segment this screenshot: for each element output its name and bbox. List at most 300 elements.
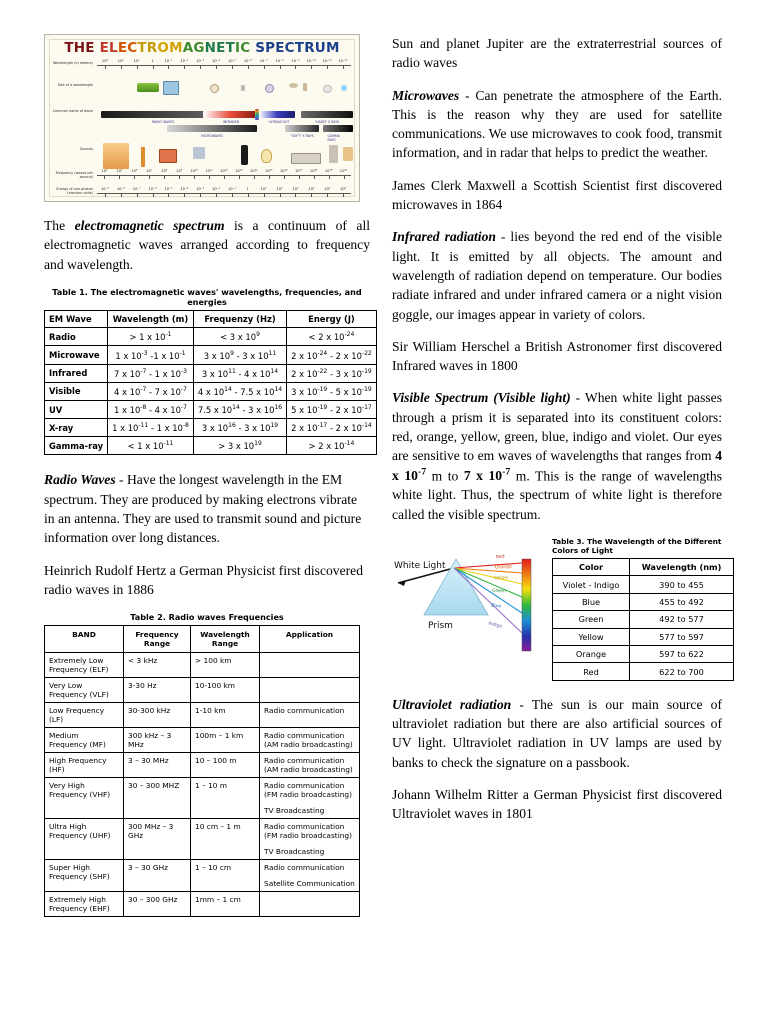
table1-header-frequency: Frequenzy (Hz) (193, 310, 286, 327)
size-icon-water-molecule (341, 85, 347, 91)
table2-cell-frequency: < 3 kHz (124, 653, 191, 678)
wavelength-axis-tick (200, 66, 201, 69)
table-row (553, 593, 734, 610)
table2-radio-frequencies (44, 625, 360, 917)
wave-bar-label-infrared: INFRARED (222, 120, 240, 124)
energy-axis-tick-label: 10⁴ (308, 187, 315, 191)
table-row (45, 892, 360, 917)
ray-label-red: Red (495, 554, 505, 561)
source-icon-people (241, 145, 248, 165)
ray-label-yellow: Yellow (493, 575, 509, 582)
frequency-axis-tick (149, 176, 150, 179)
wave-bar-label-ultraviolet: ULTRAVIOLET (268, 120, 290, 124)
frequency-axis-tick (314, 176, 315, 179)
frequency-axis-tick-label: 10¹³ (235, 169, 243, 173)
frequency-axis-tick-label: 10¹² (220, 169, 228, 173)
frequency-axis-tick-label: 10²⁰ (339, 169, 348, 173)
table-row (45, 400, 377, 418)
energy-axis-tick (153, 194, 154, 197)
table2-cell-band: Extremely High Frequency (EHF) (45, 892, 124, 917)
table1-cell-energy: 5 x $10^{-19} - 2$ x $10^{-17}$ (287, 400, 377, 418)
wave-bar-hard-xrays (301, 111, 353, 118)
energy-axis-tick-label: 10³ (292, 187, 299, 191)
energy-axis-tick (184, 194, 185, 197)
figure-row-label-energy: Energy of one photon (electron volts) (56, 187, 93, 196)
frequency-axis-tick (194, 176, 195, 179)
intro-post: is a continuum of all electromagnetic waves arranged according to frequency and wavelength. (44, 218, 371, 272)
table3-caption: Table 3. The Wavelength of the Different Colors of Light (552, 537, 722, 556)
prism-label: Prism (428, 621, 453, 632)
table1-cell-energy: 3 x $10^{-19} - 5$ x $10^{-19}$ (287, 382, 377, 400)
wavelength-axis-tick (280, 66, 281, 69)
energy-axis-tick (311, 194, 312, 197)
table2-cell-application (260, 678, 360, 703)
table2-cell-application: Radio communication (260, 703, 360, 728)
figure-wavelength-axis (97, 59, 351, 75)
frequency-axis-tick (254, 176, 255, 179)
table3-cell-wavelength: 390 to 455 (630, 576, 734, 593)
frequency-axis-tick (209, 176, 210, 179)
energy-axis-tick (343, 194, 344, 197)
energy-axis-tick-label: 10⁻¹ (227, 187, 236, 191)
size-icon-protein (323, 85, 332, 93)
energy-axis-tick-label: 10⁻⁷ (132, 187, 141, 191)
table2-cell-wavelength: 1mm – 1 cm (191, 892, 260, 917)
wavelength-axis-tick-label: 10⁻⁷ (259, 59, 268, 63)
size-icon-house (163, 81, 179, 95)
frequency-axis-tick-label: 10⁶ (131, 169, 138, 173)
energy-axis-tick-label: 1 (246, 187, 249, 191)
table1-cell-wave: UV (45, 400, 108, 418)
source-icon-radioactive-elements (343, 147, 353, 161)
infrared-emphasis: Infrared radiation (392, 229, 496, 245)
energy-axis-tick-label: 10⁻⁸ (116, 187, 125, 191)
table-row (45, 437, 377, 455)
wavelength-axis-tick-label: 10⁻¹⁰ (306, 59, 316, 63)
table3-cell-wavelength: 492 to 577 (630, 611, 734, 628)
energy-axis-tick (105, 194, 106, 197)
intro-pre: The (44, 218, 75, 233)
ray-label-blue: Blue (490, 603, 502, 610)
table1-caption: Table 1. The electromagnetic waves' wavelengths, frequencies, and energies (52, 286, 362, 307)
frequency-axis-tick-label: 10¹⁴ (250, 169, 258, 173)
table-row (45, 364, 377, 382)
energy-axis-tick-label: 10⁻⁴ (180, 187, 189, 191)
frequency-axis-tick (269, 176, 270, 179)
wavelength-axis-tick (295, 66, 296, 69)
energy-axis-tick-label: 10⁻² (212, 187, 221, 191)
table1-cell-wavelength: 1 x $10^{-8} - 4$ x $10^{-7}$ (108, 400, 194, 418)
table1-cell-energy: 2 x $10^{-17} - 2$ x $10^{-14}$ (287, 419, 377, 437)
frequency-axis-tick (104, 176, 105, 179)
table1-cell-frequency: 4 x $10^{14} - 7.5$ x $10^{14}$ (193, 382, 286, 400)
table-row (45, 860, 360, 892)
table-row (45, 653, 360, 678)
wavelength-axis-tick (184, 66, 185, 69)
table-row (45, 819, 360, 860)
table-row (553, 645, 734, 662)
spectrum-bar (522, 559, 531, 651)
frequency-axis-tick-label: 10⁹ (176, 169, 183, 173)
table2-cell-wavelength: > 100 km (191, 653, 260, 678)
table3-cell-wavelength: 597 to 622 (630, 645, 734, 662)
source-icon-tv (141, 147, 145, 167)
white-light-label (394, 561, 446, 571)
prism-and-table3-row (392, 537, 722, 681)
table2-cell-application: Radio communication (FM radio broadcasting) TV Broadcasting (260, 778, 360, 819)
wavelength-axis-tick-label: 10⁻¹ (164, 59, 173, 63)
table1-cell-wavelength: > 1 x $10^{-1}$ (108, 328, 194, 346)
wave-bar-gamma-rays (323, 125, 353, 132)
figure-row-label-common-name: Common name of wave (52, 109, 93, 113)
table2-cell-band: High Frequency (HF) (45, 753, 124, 778)
ray-label-green: Green (491, 588, 507, 595)
energy-axis-tick (248, 194, 249, 197)
infrared-body: - lies beyond the red end of the visible light. It is emitted by all objects. The amount and wavelength of radiation depend on temperature. Our bodies radiate infrared and under infrared camera or a night vision goggle, our images appear in variety of colors. (392, 229, 722, 322)
size-icon-cell (265, 84, 274, 93)
table-row (553, 628, 734, 645)
microwaves-emphasis: Microwaves (392, 87, 460, 103)
table-row (553, 663, 734, 680)
table1-em-waves (44, 310, 377, 456)
table1-cell-wavelength: 4 x $10^{-7} - 7$ x $10^{-7}$ (108, 382, 194, 400)
table3-cell-color: Green (553, 611, 630, 628)
radio-waves-paragraph (44, 470, 370, 547)
frequency-axis-tick (284, 176, 285, 179)
table-row (553, 576, 734, 593)
frequency-axis-tick (299, 176, 300, 179)
table2-cell-band: Very Low Frequency (VLF) (45, 678, 124, 703)
table1-header-emwave: EM Wave (45, 310, 108, 327)
wavelength-axis-tick-label: 10³ (101, 59, 108, 63)
microwaves-paragraph (392, 86, 722, 163)
table-row (45, 346, 377, 364)
frequency-axis-tick (329, 176, 330, 179)
frequency-axis-tick-label: 10¹⁵ (265, 169, 273, 173)
table2-cell-wavelength: 100m – 1 km (191, 728, 260, 753)
wavelength-axis-tick-label: 10⁻³ (196, 59, 205, 63)
energy-axis-tick-label: 10⁻⁹ (100, 187, 109, 191)
frequency-axis-tick-label: 10⁷ (146, 169, 153, 173)
table1-cell-frequency: 7.5 x $10^{14} - 3$ x $10^{16}$ (193, 400, 286, 418)
table-row (45, 328, 377, 346)
wavelength-axis-tick-label: 10⁻⁶ (243, 59, 252, 63)
table2-cell-frequency: 30 – 300 MHZ (124, 778, 191, 819)
table1-cell-frequency: 3 x $10^{11} - 4$ x $10^{14}$ (193, 364, 286, 382)
frequency-axis-tick (134, 176, 135, 179)
figure-energy-axis (97, 187, 351, 202)
table-row (45, 678, 360, 703)
table-row (553, 611, 734, 628)
table2-cell-band: Ultra High Frequency (UHF) (45, 819, 124, 860)
visible-math-2 (464, 468, 510, 483)
wave-bar-infrared (203, 111, 257, 118)
table1-cell-wave: X-ray (45, 419, 108, 437)
visible-math-1-exponent: -7 (417, 466, 427, 478)
energy-axis-tick-label: 10⁵ (324, 187, 331, 191)
wavelength-axis-tick (105, 66, 106, 69)
table2-cell-wavelength: 1 – 10 m (191, 778, 260, 819)
radio-waves-body: - Have the longest wavelength in the EM spectrum. They are produced by making electrons vibrate in an antenna. They are used to transmit sound and picture information over long distances. (44, 472, 362, 546)
frequency-axis-tick-label: 10¹⁹ (324, 169, 333, 173)
table3-cell-color: Orange (553, 645, 630, 662)
table1-cell-wave: Infrared (45, 364, 108, 382)
source-icon-the-als (291, 153, 321, 164)
figure-row-label-size: Size of a wavelength (57, 83, 93, 87)
wave-bar-label-gamma-rays: GAMMA RAYS (327, 134, 340, 142)
table1-cell-energy: 2 x $10^{-22} - 3$ x $10^{-19}$ (287, 364, 377, 382)
energy-axis-tick (216, 194, 217, 197)
source-icon-xray-machine (329, 145, 338, 163)
energy-axis-tick (121, 194, 122, 197)
figure-row-label-sources: Sources (79, 147, 93, 151)
visible-math-2-mantissa: 7 x 10 (463, 468, 503, 484)
table-row (45, 382, 377, 400)
table-row (45, 703, 360, 728)
wavelength-axis-tick (137, 66, 138, 69)
table3-cell-color: Violet - Indigo (553, 576, 630, 593)
table1-cell-wavelength: 7 x $10^{-7} - 1$ x $10^{-3}$ (108, 364, 194, 382)
table2-cell-wavelength: 10-100 km (191, 678, 260, 703)
table1-cell-energy: > 2 x $10^{-14}$ (287, 437, 377, 455)
wave-bar-label-visible: VISIBLE (255, 109, 259, 120)
table2-header-wavelength: Wavelength Range (191, 626, 260, 653)
ultraviolet-body: - The sun is our main source of ultraviolet radiation but there are also artificial sources of UV light. Ultraviolet radiation in UV lamps are used by banks to check the signature on a passbook. (392, 696, 722, 770)
wavelength-axis-tick-label: 10⁻⁸ (275, 59, 284, 63)
table1-cell-energy: 2 x $10^{-24} - 2$ x $10^{-22}$ (287, 346, 377, 364)
wavelength-axis-tick (168, 66, 169, 69)
jupiter-paragraph: Sun and planet Jupiter are the extraterrestrial sources of radio waves (392, 36, 722, 71)
table1-header-row (45, 310, 377, 327)
table3-cell-wavelength: 455 to 492 (630, 593, 734, 610)
wavelength-axis-tick (311, 66, 312, 69)
table2-cell-application: Radio communication (FM radio broadcasting) TV Broadcasting (260, 819, 360, 860)
table3-header-row (553, 559, 734, 576)
visible-math-2-exponent: -7 (502, 466, 511, 478)
table2-header-band: BAND (45, 626, 124, 653)
wavelength-axis-tick-label: 10⁻¹² (338, 59, 348, 63)
table-row (45, 778, 360, 819)
wavelength-axis-tick-label: 10⁻⁴ (212, 59, 221, 63)
source-icon-microwave-oven (159, 149, 177, 163)
wave-bar-label-radio: RADIO WAVES (151, 120, 175, 124)
frequency-axis-tick (179, 176, 180, 179)
energy-axis-tick-label: 10¹ (260, 187, 267, 191)
wavelength-axis-tick-label: 10⁻² (180, 59, 189, 63)
energy-axis-tick (264, 194, 265, 197)
table1-cell-wave: Radio (45, 328, 108, 346)
table3-wrapper (552, 537, 734, 681)
table2-cell-frequency: 30-300 kHz (124, 703, 191, 728)
frequency-axis-tick (344, 176, 345, 179)
ray-label-indigo: Indigo (487, 621, 503, 630)
visible-body-3: m. This is the range of wavelengths white light. Thus, the spectrum of white light is therefore called the visible spectrum. (392, 468, 723, 522)
visible-math-1-mantissa: 4 x 10 (392, 448, 722, 484)
wavelength-axis-tick-label: 10⁻⁵ (227, 59, 236, 63)
table1-cell-wavelength: 1 x $10^{-11} - 1$ x $10^{-8}$ (108, 419, 194, 437)
table3-cell-color: Yellow (553, 628, 630, 645)
wave-bar-label-hard-xrays: "HARD" X RAYS (314, 120, 340, 124)
energy-axis-tick (280, 194, 281, 197)
intro-emphasis: electromagnetic spectrum (74, 218, 225, 233)
wave-bar-soft-xrays (285, 125, 319, 132)
table3-header-wavelength: Wavelength (nm) (630, 559, 734, 576)
table1-header-energy: Energy (J) (287, 310, 377, 327)
table-row (45, 419, 377, 437)
table2-header-row (45, 626, 360, 653)
table2-header-frequency: Frequency Range (124, 626, 191, 653)
wavelength-axis-tick-label: 10⁻⁹ (291, 59, 300, 63)
table2-header-application: Application (260, 626, 360, 653)
table2-cell-band: Very High Frequency (VHF) (45, 778, 124, 819)
infrared-paragraph (392, 227, 722, 323)
energy-axis-tick-label: 10² (276, 187, 283, 191)
frequency-axis-tick-label: 10¹⁸ (309, 169, 318, 173)
energy-axis-tick (168, 194, 169, 197)
table1-body (45, 328, 377, 455)
wavelength-axis-tick (121, 66, 122, 69)
energy-axis-tick (295, 194, 296, 197)
microwaves-body: - Can penetrate the atmosphere of the Earth. This is the reason why they are used for satellite communications. We use microwaves to cook food, transmit information, and in radar that helps to predict the weather. (392, 87, 722, 161)
size-icon-thumbtack (241, 85, 245, 91)
table3-cell-color: Red (553, 663, 630, 680)
table2-cell-wavelength: 10 cm – 1 m (191, 819, 260, 860)
wave-bar-ultraviolet (259, 111, 295, 118)
intro-paragraph (44, 216, 370, 274)
table3-colors-of-light (552, 558, 734, 681)
wave-bar-microwaves (167, 125, 257, 132)
table1-cell-wave: Visible (45, 382, 108, 400)
prism-svg (392, 537, 544, 669)
table2-cell-application: Radio communication (AM radio broadcasting) (260, 753, 360, 778)
table2-cell-application: Radio communication Satellite Communication (260, 860, 360, 892)
frequency-axis-tick (119, 176, 120, 179)
wavelength-axis-tick (232, 66, 233, 69)
ultraviolet-emphasis: Ultraviolet radiation (392, 696, 512, 712)
table1-cell-wavelength: < 1 x $10^{-11}$ (108, 437, 194, 455)
energy-axis-tick (327, 194, 328, 197)
table3-header-color: Color (553, 559, 630, 576)
size-icon-virus (303, 83, 307, 91)
frequency-axis-tick-label: 10¹⁶ (280, 169, 288, 173)
table1-cell-frequency: > 3 x $10^{19}$ (193, 437, 286, 455)
table1-cell-wavelength: 1 x $10^{-3}$ -1 x $10^{-1}$ (108, 346, 194, 364)
visible-emphasis: Visible Spectrum (Visible light) (392, 390, 571, 406)
table2-cell-band: Super High Frequency (SHF) (45, 860, 124, 892)
wavelength-axis-tick (248, 66, 249, 69)
table3-cell-color: Blue (553, 593, 630, 610)
herschel-paragraph: Sir William Herschel a British Astronomer first discovered Infrared waves in 1800 (392, 338, 722, 374)
energy-axis-tick (200, 194, 201, 197)
table2-cell-wavelength: 1 – 10 cm (191, 860, 260, 892)
wave-bar-label-microwaves: MICROWAVES (201, 134, 223, 138)
table2-cell-wavelength: 10 – 100 m (191, 753, 260, 778)
visible-spectrum-paragraph (392, 388, 722, 524)
frequency-axis-tick (239, 176, 240, 179)
frequency-axis-tick-label: 10⁵ (116, 169, 123, 173)
table1-cell-frequency: 3 x $10^9 - 3$ x $10^{11}$ (193, 346, 286, 364)
prism-dispersion-figure (392, 537, 544, 669)
wave-bar-label-soft-xrays: "SOFT" X RAYS (290, 134, 314, 138)
table1-cell-wave: Microwave (45, 346, 108, 364)
wavelength-axis-tick (264, 66, 265, 69)
table2-cell-frequency: 3 – 30 GHz (124, 860, 191, 892)
visible-body-1: - When white light passes through a prism it is separated into its constituent colors: red, orange, yellow, green, blue, indigo and violet. Our eyes are sensitive to em waves of wavelengths that ranges from (392, 390, 722, 464)
size-icon-soccer-field (137, 83, 159, 92)
table3-cell-wavelength: 622 to 700 (630, 663, 734, 680)
table2-body (45, 653, 360, 917)
energy-axis-tick (137, 194, 138, 197)
visible-body-2: m to (426, 468, 464, 484)
wavelength-axis-tick-label: 1 (151, 59, 154, 63)
table1-cell-frequency: < 3 x $10^9$ (193, 328, 286, 346)
table2-cell-frequency: 3-30 Hz (124, 678, 191, 703)
incoming-ray-arrow (398, 580, 406, 586)
table2-cell-frequency: 30 – 300 GHz (124, 892, 191, 917)
frequency-axis-tick-label: 10⁸ (161, 169, 168, 173)
frequency-axis-tick (164, 176, 165, 179)
energy-axis-tick-label: 10⁻⁵ (164, 187, 173, 191)
energy-axis-tick-label: 10⁻⁶ (148, 187, 157, 191)
electromagnetic-spectrum-figure (44, 34, 360, 202)
frequency-axis-tick-label: 10¹⁰ (190, 169, 198, 173)
table3-cell-wavelength: 577 to 597 (630, 628, 734, 645)
wavelength-axis-tick (343, 66, 344, 69)
table2-cell-application: Radio communication (AM radio broadcasting) (260, 728, 360, 753)
table-row (45, 753, 360, 778)
white-light-label-text: White Light (394, 561, 446, 572)
figure-title: THE ELECTROMAGNETIC SPECTRUM (64, 40, 340, 56)
energy-axis-tick-label: 10⁶ (340, 187, 347, 191)
table2-cell-band: Medium Frequency (MF) (45, 728, 124, 753)
frequency-axis-tick-label: 10⁴ (101, 169, 108, 173)
size-icon-bacteria (289, 83, 298, 88)
left-column (44, 34, 370, 1024)
ritter-paragraph: Johann Wilhelm Ritter a German Physicist first discovered Ultraviolet waves in 1801 (392, 786, 722, 822)
table2-cell-frequency: 3 – 30 MHz (124, 753, 191, 778)
figure-frequency-axis (97, 169, 351, 185)
right-column (392, 34, 722, 1024)
hertz-paragraph: Heinrich Rudolf Hertz a German Physicist first discovered radio waves in 1886 (44, 562, 363, 597)
table2-cell-application (260, 892, 360, 917)
energy-axis-tick-label: 10⁻³ (196, 187, 205, 191)
source-icon-light-bulb (261, 149, 272, 163)
maxwell-paragraph: James Clerk Maxwell a Scottish Scientist first discovered microwaves in 1864 (392, 177, 722, 213)
figure-row-label-frequency: Frequency (waves per second) (55, 171, 93, 180)
wavelength-axis-tick-label: 10¹ (133, 59, 140, 63)
table2-cell-band: Extremely Low Frequency (ELF) (45, 653, 124, 678)
table3-body (553, 576, 734, 680)
table2-cell-application (260, 653, 360, 678)
frequency-axis-tick (224, 176, 225, 179)
table1-header-wavelength: Wavelength (m) (108, 310, 194, 327)
table2-cell-wavelength: 1-10 km (191, 703, 260, 728)
source-icon-radar (193, 147, 205, 159)
table2-cell-frequency: 300 kHz – 3 MHz (124, 728, 191, 753)
table2-cell-band: Low Frequency (LF) (45, 703, 124, 728)
wavelength-axis-tick (327, 66, 328, 69)
table2-cell-frequency: 300 MHz – 3 GHz (124, 819, 191, 860)
table1-cell-energy: < 2 x $10^{-24}$ (287, 328, 377, 346)
table1-cell-wave: Gamma-ray (45, 437, 108, 455)
radio-waves-emphasis: Radio Waves (44, 472, 116, 488)
ray-label-orange: Orange (494, 564, 513, 571)
ultraviolet-paragraph (392, 695, 722, 772)
wavelength-axis-tick-label: 10² (117, 59, 124, 63)
figure-row-label-wavelength: Wavelength (in meters) (53, 61, 93, 65)
wavelength-axis-tick (153, 66, 154, 69)
source-icon-radio-tower (103, 143, 129, 169)
